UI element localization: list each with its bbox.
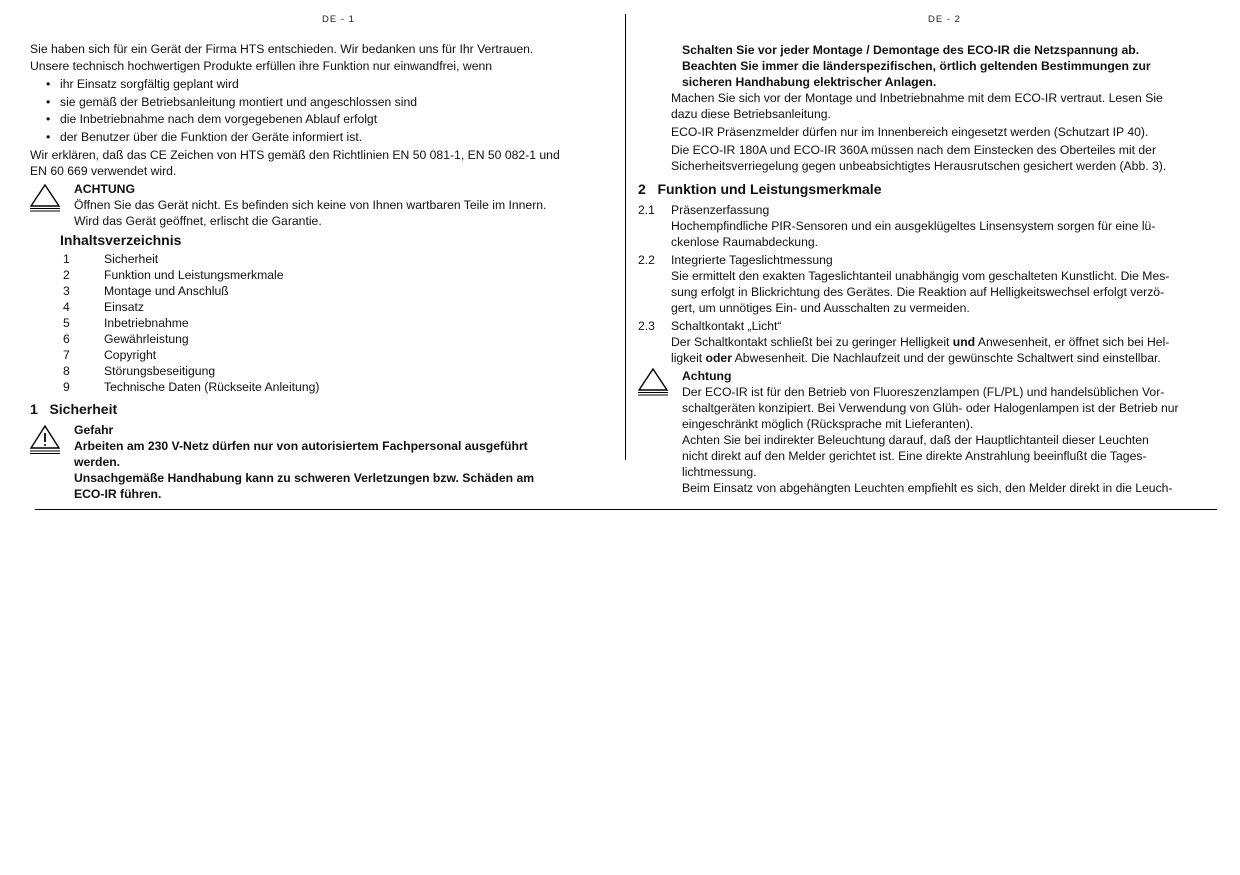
toc-item-einsatz[interactable]: Einsatz — [104, 300, 144, 314]
toc-number: 6 — [63, 332, 70, 346]
toc-number: 7 — [63, 348, 70, 362]
section-2-3-title: Schaltkontakt „Licht“ — [671, 319, 782, 333]
text-run: Abwesenheit. Die Nachlaufzeit und der gewünschte Schaltwert sind einstellbar. — [731, 351, 1161, 365]
section-2-3-line-2 — [671, 350, 1161, 367]
toc-item-montage[interactable]: Montage und Anschluß — [104, 284, 229, 298]
emphasis-und: und — [952, 335, 976, 349]
toc-item-gewaehrleistung[interactable]: Gewährleistung — [104, 332, 189, 346]
warning-triangle-icon — [29, 184, 61, 212]
section-2-2-title: Integrierte Tageslichtmessung — [671, 253, 833, 267]
gefahr-title: Gefahr — [74, 423, 114, 437]
warning-triangle-icon — [637, 368, 669, 396]
safety-bold-line-3: sicheren Handhabung elektrischer Anlagen. — [682, 75, 937, 89]
toc-number: 8 — [63, 364, 70, 378]
toc-number: 4 — [63, 300, 70, 314]
achtung-line-1: Öffnen Sie das Gerät nicht. Es befinden sich keine von Ihnen wartbaren Teile im Innern. — [74, 198, 547, 212]
page-number-right: DE - 2 — [928, 14, 961, 25]
toc-number: 3 — [63, 284, 70, 298]
section-2-2-line-2: sung erfolgt in Blickrichtung des Gerätes. Die Reaktion auf Helligkeitswechsel erfolgt verzö- — [671, 285, 1165, 299]
gefahr-line-1: Arbeiten am 230 V-Netz dürfen nur von autorisiertem Fachpersonal ausgeführt — [74, 439, 528, 453]
toc-number: 9 — [63, 380, 70, 394]
section-2-3-number: 2.3 — [638, 319, 655, 333]
lock-line-1: Die ECO-IR 180A und ECO-IR 360A müssen nach dem Einstecken des Oberteiles mit der — [671, 143, 1157, 157]
intro-line-1: Sie haben sich für ein Gerät der Firma HTS entschieden. Wir bedanken uns für Ihr Vertrauen. — [30, 42, 534, 56]
section-2-1-number: 2.1 — [638, 203, 655, 217]
section-2-1-line-2: ckenlose Raumabdeckung. — [671, 235, 819, 249]
text-run: Anwesenheit, er öffnet sich bei Hel- — [975, 335, 1170, 349]
danger-triangle-icon — [29, 425, 61, 455]
toc-title: Inhaltsverzeichnis — [60, 232, 182, 248]
section-2-3-line-1 — [671, 334, 1169, 351]
toc-item-technische-daten[interactable]: Technische Daten (Rückseite Anleitung) — [104, 380, 320, 394]
bullet-dot: • — [46, 130, 51, 144]
bullet-dot: • — [46, 77, 51, 91]
achtung-line-2: Wird das Gerät geöffnet, erlischt die Garantie. — [74, 214, 322, 228]
emphasis-oder: oder — [705, 351, 732, 365]
section-2-2-line-3: gert, um unnötiges Ein- und Ausschalten zu vermeiden. — [671, 301, 970, 315]
bullet-item: ihr Einsatz sorgfältig geplant wird — [60, 77, 239, 91]
ip40-line: ECO-IR Präsenzmelder dürfen nur im Innenbereich eingesetzt werden (Schutzart IP 40). — [671, 125, 1149, 139]
bullet-dot: • — [46, 112, 51, 126]
page-number-left: DE - 1 — [322, 14, 355, 25]
bullet-item: die Inbetriebnahme nach dem vorgegebenen Ablauf erfolgt — [60, 112, 378, 126]
lock-line-2: Sicherheitsverriegelung gegen unbeabsichtigtes Herausrutschen gesichert werden (Abb. 3). — [671, 159, 1167, 173]
right-achtung-line-6: lichtmessung. — [682, 465, 757, 479]
bullet-item: sie gemäß der Betriebsanleitung montiert und angeschlossen sind — [60, 95, 418, 109]
bullet-item: der Benutzer über die Funktion der Geräte informiert ist. — [60, 130, 363, 144]
toc-item-copyright[interactable]: Copyright — [104, 348, 157, 362]
toc-number: 5 — [63, 316, 70, 330]
section-2-1-line-1: Hochempfindliche PIR-Sensoren und ein ausgeklügeltes Linsensystem sorgen für eine lü- — [671, 219, 1156, 233]
gefahr-line-2: werden. — [74, 455, 121, 469]
toc-item-inbetriebnahme[interactable]: Inbetriebnahme — [104, 316, 189, 330]
section-2-2-line-1: Sie ermittelt den exakten Tageslichtanteil unabhängig vom geschalteten Kunstlicht. Die Mes- — [671, 269, 1170, 283]
gefahr-line-4: ECO-IR führen. — [74, 487, 162, 501]
text-run: Der Schaltkontakt schließt bei zu geringer Helligkeit — [671, 335, 953, 349]
manual-line-1: Machen Sie sich vor der Montage und Inbetriebnahme mit dem ECO-IR vertraut. Lesen Sie — [671, 91, 1163, 105]
right-achtung-line-1: Der ECO-IR ist für den Betrieb von Fluoreszenzlampen (FL/PL) und handelsüblichen Vor- — [682, 385, 1165, 399]
section-2-heading: 2 Funktion und Leistungsmerkmale — [638, 181, 882, 197]
safety-bold-line-1: Schalten Sie vor jeder Montage / Demontage des ECO-IR die Netzspannung ab. — [682, 43, 1140, 57]
column-divider — [625, 14, 626, 460]
section-2-1-title: Präsenzerfassung — [671, 203, 770, 217]
text-run: ligkeit — [671, 351, 706, 365]
ce-line-1: Wir erklären, daß das CE Zeichen von HTS gemäß den Richtlinien EN 50 081-1, EN 50 082-1 und — [30, 148, 560, 162]
intro-line-2: Unsere technisch hochwertigen Produkte erfüllen ihre Funktion nur einwandfrei, wenn — [30, 59, 493, 73]
right-achtung-line-2: schaltgeräten konzipiert. Bei Verwendung von Glüh- oder Halogenlampen ist der Betrieb nur — [682, 401, 1179, 415]
safety-bold-line-2: Beachten Sie immer die länderspezifischen, örtlich geltenden Bestimmungen zur — [682, 59, 1151, 73]
toc-item-funktion[interactable]: Funktion und Leistungsmerkmale — [104, 268, 284, 282]
right-achtung-line-7: Beim Einsatz von abgehängten Leuchten empfiehlt es sich, den Melder direkt in die Leuch- — [682, 481, 1173, 495]
section-2-2-number: 2.2 — [638, 253, 655, 267]
section-1-heading: 1 Sicherheit — [30, 401, 118, 417]
achtung-title: ACHTUNG — [74, 182, 135, 196]
bottom-rule — [35, 509, 1217, 510]
right-achtung-line-4: Achten Sie bei indirekter Beleuchtung darauf, daß der Hauptlichtanteil dieser Leuchten — [682, 433, 1149, 447]
right-achtung-title: Achtung — [682, 369, 732, 383]
toc-item-sicherheit[interactable]: Sicherheit — [104, 252, 159, 266]
right-achtung-line-3: eingeschränkt möglich (Rücksprache mit Lieferanten). — [682, 417, 974, 431]
toc-number: 1 — [63, 252, 70, 266]
bullet-dot: • — [46, 95, 51, 109]
gefahr-line-3: Unsachgemäße Handhabung kann zu schweren Verletzungen bzw. Schäden am — [74, 471, 535, 485]
right-achtung-line-5: nicht direkt auf den Melder gerichtet ist. Eine direkte Anstrahlung beeinflußt die Tages- — [682, 449, 1147, 463]
toc-item-stoerungsbeseitigung[interactable]: Störungsbeseitigung — [104, 364, 216, 378]
ce-line-2: EN 60 669 verwendet wird. — [30, 164, 177, 178]
manual-line-2: dazu diese Betriebsanleitung. — [671, 107, 831, 121]
toc-number: 2 — [63, 268, 70, 282]
